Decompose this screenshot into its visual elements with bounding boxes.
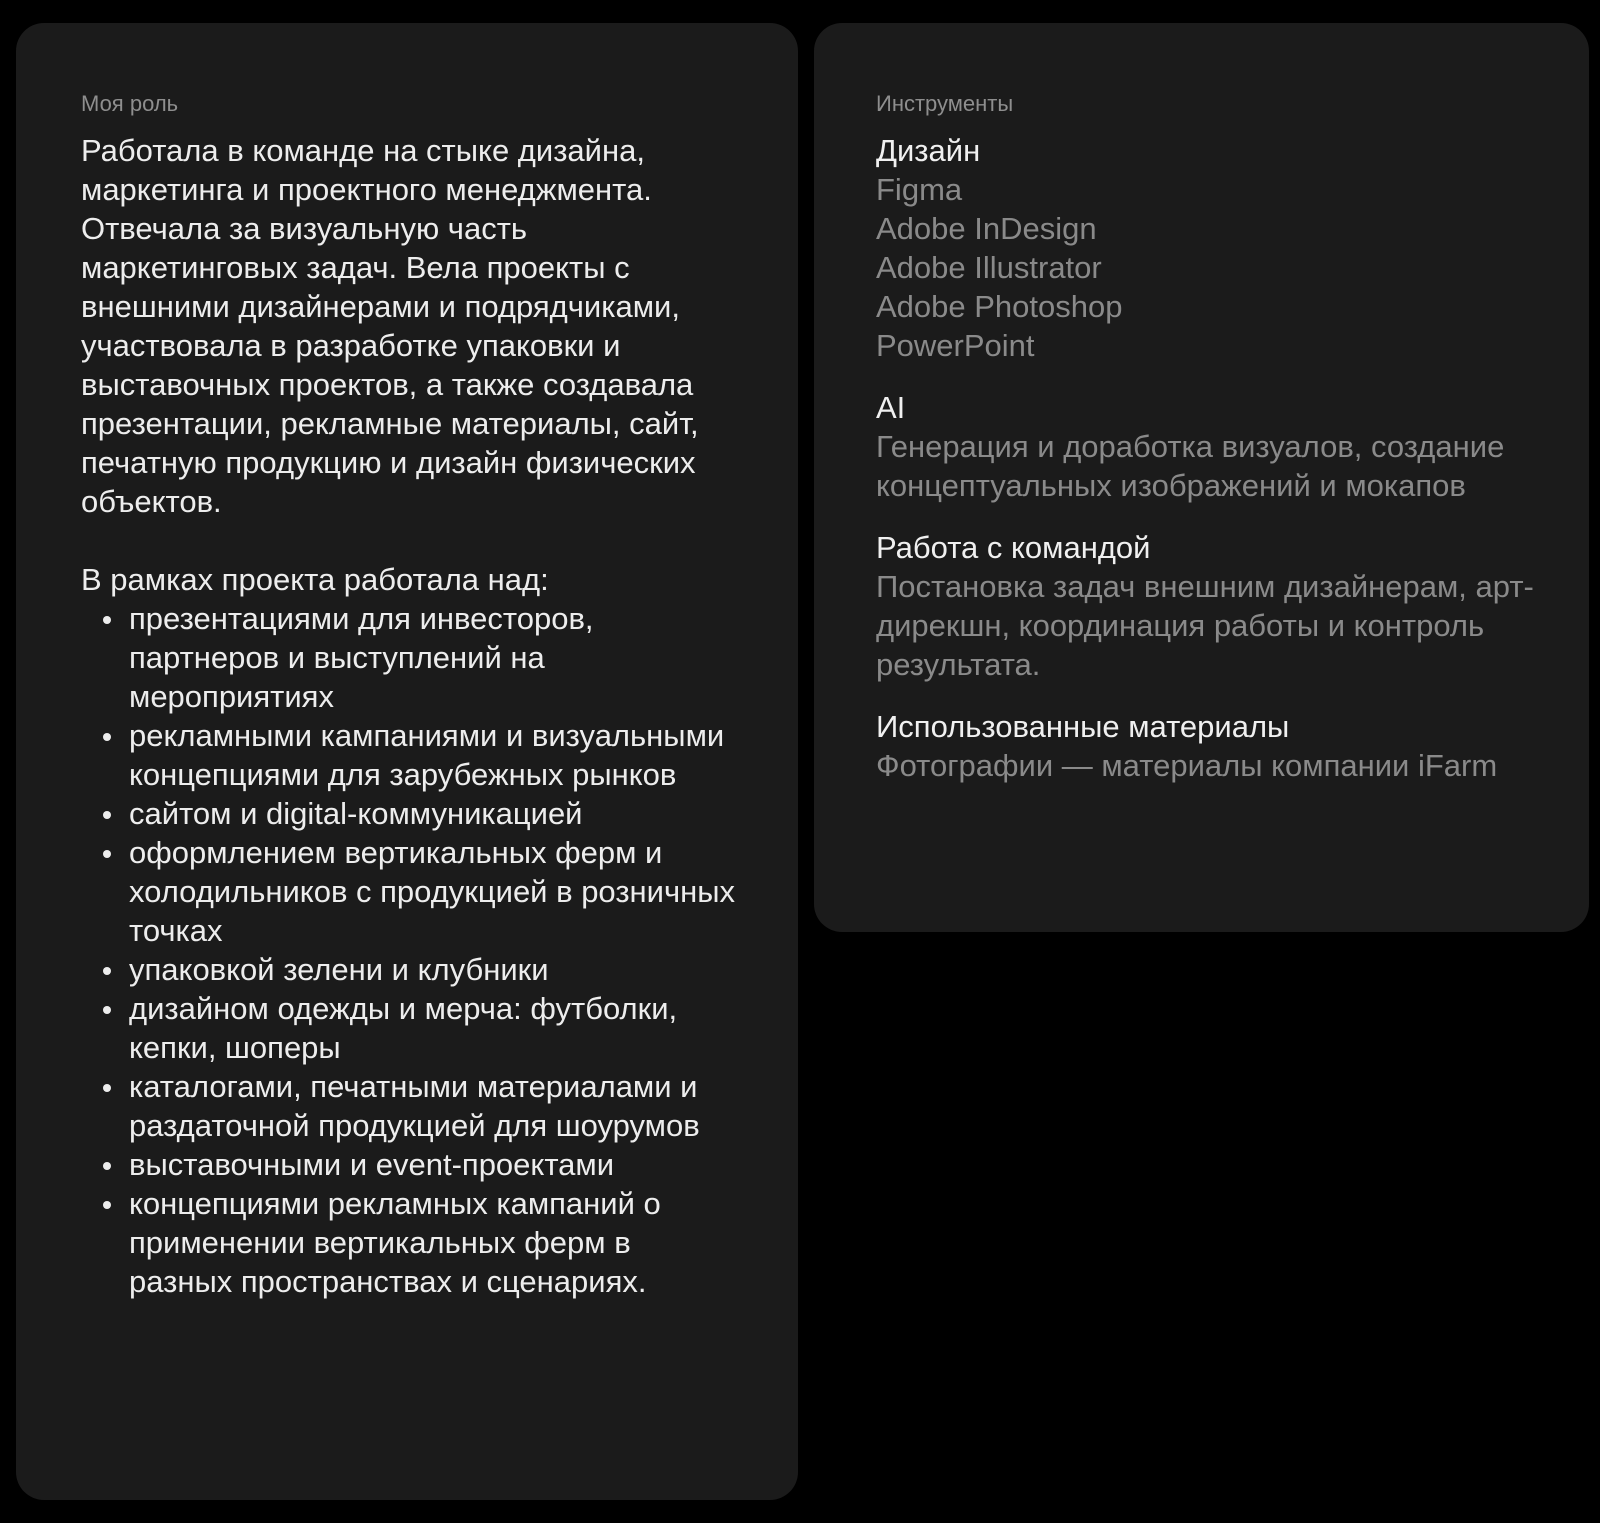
- tool-group-title: Работа с командой: [876, 530, 1151, 565]
- tool-item: PowerPoint: [876, 328, 1035, 363]
- role-list-item: сайтом и digital-коммуникацией: [129, 794, 738, 833]
- tool-group-design: [876, 131, 1549, 365]
- tool-item: Figma: [876, 172, 963, 207]
- tool-group-title: Дизайн: [876, 133, 981, 168]
- tool-group-title: Использованные материалы: [876, 709, 1290, 744]
- role-list-item: концепциями рекламных кампаний о применении вертикальных ферм в разных пространствах и сценариях.: [129, 1184, 738, 1301]
- tool-group-description: Постановка задач внешним дизайнерам, арт-дирекшн, координация работы и контроль результата.: [876, 569, 1534, 682]
- tool-group-title: AI: [876, 390, 906, 425]
- tool-item: Adobe InDesign: [876, 211, 1097, 246]
- tool-group-description: Фотографии — материалы компании iFarm: [876, 748, 1498, 783]
- tool-group-team: [876, 528, 1549, 684]
- role-card: [16, 23, 798, 1500]
- role-list-item: выставочными и event-проектами: [129, 1145, 738, 1184]
- tool-group-ai: [876, 388, 1549, 505]
- tool-group-materials: [876, 707, 1549, 785]
- role-list-item: презентациями для инвесторов, партнеров и выступлений на мероприятиях: [129, 599, 738, 716]
- tool-item: Adobe Photoshop: [876, 289, 1123, 324]
- role-list: [81, 599, 738, 1301]
- role-list-item: дизайном одежды и мерча: футболки, кепки, шоперы: [129, 989, 738, 1067]
- role-list-item: оформлением вертикальных ферм и холодильников с продукцией в розничных точках: [129, 833, 738, 950]
- role-description: Работала в команде на стыке дизайна, маркетинга и проектного менеджмента. Отвечала за визуальную часть маркетинговых задач. Вела проекты с внешними дизайнерами и подрядчиками, участвовала в разработке упаковки и выставочных проектов, а также создавала презентации, рекламные материалы, сайт, печатную продукцию и дизайн физических объектов.: [81, 133, 699, 519]
- tools-card: [814, 23, 1589, 932]
- role-list-item: каталогами, печатными материалами и раздаточной продукцией для шоурумов: [129, 1067, 738, 1145]
- role-list-item: упаковкой зелени и клубники: [129, 950, 738, 989]
- role-list-intro: В рамках проекта работала над:: [81, 562, 549, 597]
- role-label: Моя роль: [81, 91, 179, 116]
- tool-item: Adobe Illustrator: [876, 250, 1102, 285]
- tool-group-description: Генерация и доработка визуалов, создание концептуальных изображений и мокапов: [876, 429, 1505, 503]
- design-tools-list: [876, 170, 1549, 365]
- role-list-item: рекламными кампаниями и визуальными концепциями для зарубежных рынков: [129, 716, 738, 794]
- tools-label: Инструменты: [876, 91, 1014, 116]
